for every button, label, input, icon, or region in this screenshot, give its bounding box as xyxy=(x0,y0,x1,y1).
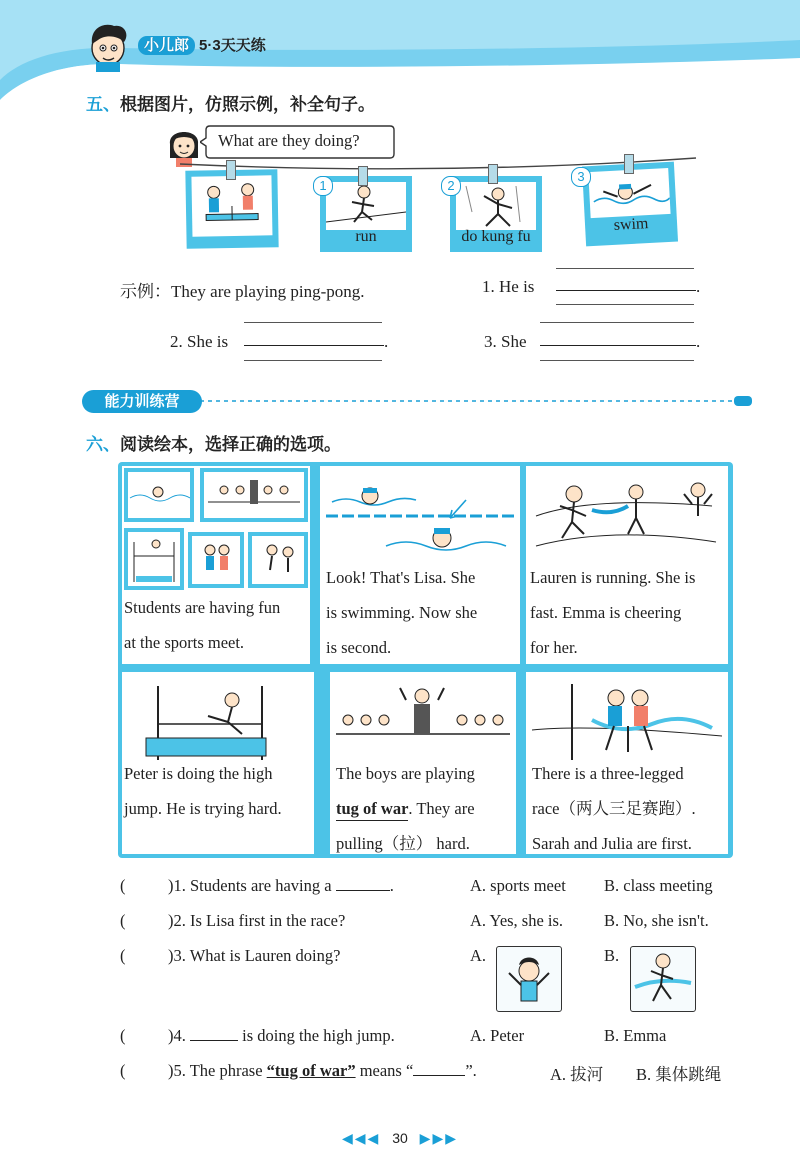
running-lauren-icon xyxy=(532,476,722,566)
section6-number: 六、 xyxy=(86,435,120,454)
photo-number-2: 2 xyxy=(441,176,461,196)
panel-3-line-2: fast. Emma is cheering xyxy=(530,603,682,622)
panel-2-text xyxy=(326,560,477,665)
section5-instructions: 根据图片，仿照示例，补全句子。 xyxy=(120,95,375,114)
question-4-text xyxy=(168,1026,395,1046)
swimming-lisa-icon xyxy=(326,476,514,566)
question-3-option-a-image[interactable] xyxy=(496,946,562,1012)
question-1-paren[interactable] xyxy=(120,876,126,896)
q1-period: . xyxy=(696,277,701,296)
panel-5-line-1: The boys are playing xyxy=(336,764,475,783)
question-1-option-b[interactable]: B. class meeting xyxy=(604,876,713,895)
story-panel-1 xyxy=(122,466,310,664)
question-3-option-b-image[interactable] xyxy=(630,946,696,1012)
panel-1-line-2: at the sports meet. xyxy=(124,633,245,652)
high-jump-peter-icon xyxy=(132,680,308,764)
q3-period: . xyxy=(696,332,701,351)
mini-threelegged-icon xyxy=(192,536,240,584)
photo-caption-1: run xyxy=(355,228,377,245)
q3-label: 3. She xyxy=(484,332,527,351)
question-5-stem: 5. The phrase xyxy=(173,1061,263,1080)
running-girl-icon xyxy=(631,947,695,1011)
question-5-paren[interactable] xyxy=(120,1061,126,1081)
mini-run-icon xyxy=(252,536,304,584)
brand-logo: 小儿郎 xyxy=(138,36,195,55)
prev-arrows-icon: ◀◀◀ xyxy=(342,1130,381,1146)
panel-5-line-3: pulling（拉） hard. xyxy=(336,834,470,853)
question-2-paren[interactable] xyxy=(120,911,126,931)
page-number: 30 xyxy=(392,1130,408,1146)
section5-title xyxy=(86,90,375,115)
question-1-text xyxy=(168,876,394,896)
photo-number-3: 3 xyxy=(571,167,591,187)
q1-answer-line[interactable] xyxy=(556,290,696,291)
question-5-end: ”. xyxy=(465,1061,477,1080)
running-boy-icon xyxy=(326,182,406,230)
photo-number-1: 1 xyxy=(313,176,333,196)
panel-6-line-2: race（两人三足赛跑）. xyxy=(532,799,696,818)
mini-swim-icon xyxy=(128,472,190,518)
clothespin xyxy=(226,160,236,180)
ping-pong-icon xyxy=(191,175,272,236)
question-1-stem: 1. Students are having a xyxy=(173,876,332,895)
q3-answer-line[interactable] xyxy=(540,345,696,346)
example-sentence: 示例：They are playing ping-pong. xyxy=(120,282,365,301)
panel-5-text xyxy=(336,756,475,861)
panel-6-line-1: There is a three-legged xyxy=(532,764,684,783)
panel-2-line-1: Look! That's Lisa. She xyxy=(326,568,476,587)
photo-caption-3: swim xyxy=(613,215,649,234)
question-2-option-b[interactable]: B. No, she isn't. xyxy=(604,911,709,930)
section5-number: 五、 xyxy=(86,95,120,114)
cheering-girl-icon xyxy=(497,947,561,1011)
open-paren: ( xyxy=(120,1061,126,1080)
panel-2-line-2: is swimming. Now she xyxy=(326,603,478,622)
open-paren: ( xyxy=(120,876,126,895)
panel-6-text xyxy=(532,756,696,861)
question-3-text xyxy=(168,946,340,966)
panel-5-line-2 xyxy=(336,791,475,826)
photo-example xyxy=(185,169,278,249)
band-label: 能力训练营 xyxy=(82,390,202,413)
panel-2-line-3: is second. xyxy=(326,638,392,657)
question-2-option-a[interactable]: A. Yes, she is. xyxy=(470,911,564,930)
close-paren: ) xyxy=(168,876,174,895)
question-5-means: means “ xyxy=(359,1061,414,1080)
bubble-text: What are they doing? xyxy=(218,131,360,150)
brand-title xyxy=(138,34,266,55)
close-paren: ) xyxy=(168,1061,174,1080)
story-panel-3 xyxy=(526,466,728,664)
question-2-stem: 2. Is Lisa first in the race? xyxy=(173,911,346,930)
question-4-stem-rest: is doing the high jump. xyxy=(242,1026,395,1045)
question-2-text xyxy=(168,911,345,931)
panel-3-line-3: for her. xyxy=(530,638,578,657)
question-5-phrase: “tug of war” xyxy=(266,1061,356,1080)
question-3-stem: 3. What is Lauren doing? xyxy=(173,946,341,965)
question-5-option-a[interactable]: A. 拔河 xyxy=(550,1065,604,1084)
clothespin xyxy=(488,164,498,184)
panel-5-line-2-rest: . They are xyxy=(408,799,475,818)
answer-guide-line xyxy=(556,304,694,305)
open-paren: ( xyxy=(120,946,126,965)
photo-1 xyxy=(320,176,412,252)
tug-of-war-term: tug of war xyxy=(336,798,408,821)
open-paren: ( xyxy=(120,1026,126,1045)
panel-4-line-1: Peter is doing the high xyxy=(124,764,273,783)
story-panel-6 xyxy=(526,672,728,854)
swimming-girl-icon xyxy=(588,168,670,218)
panel-4-line-2: jump. He is trying hard. xyxy=(124,799,282,818)
photo-caption-2: do kung fu xyxy=(461,228,531,245)
question-4-option-a[interactable]: A. Peter xyxy=(470,1026,525,1045)
close-paren: ) xyxy=(168,946,174,965)
question-4-stem: 4. xyxy=(173,1026,186,1045)
answer-guide-line xyxy=(556,268,694,269)
kung-fu-girl-icon xyxy=(456,182,536,230)
question-3-option-b-label[interactable]: B. xyxy=(604,946,620,965)
mini-highjump-icon xyxy=(128,532,180,586)
answer-guide-line xyxy=(540,360,694,361)
q2-label: 2. She is xyxy=(170,332,229,351)
question-5-option-b[interactable]: B. 集体跳绳 xyxy=(636,1065,722,1084)
mini-tug-icon xyxy=(204,472,304,518)
question-1-option-a[interactable]: A. sports meet xyxy=(470,876,566,895)
question-4-option-b[interactable]: B. Emma xyxy=(604,1026,667,1045)
answer-guide-line xyxy=(244,322,382,323)
panel-1-line-1: Students are having fun xyxy=(124,598,281,617)
answer-guide-line xyxy=(540,322,694,323)
question-1-blank[interactable] xyxy=(336,890,390,891)
answer-guide-line xyxy=(244,360,382,361)
q1-label: 1. He is xyxy=(482,277,535,296)
question-4-blank[interactable] xyxy=(190,1040,238,1041)
question-4-paren[interactable] xyxy=(120,1026,126,1046)
clothespin xyxy=(358,166,368,186)
q2-answer-line[interactable] xyxy=(244,345,384,346)
panel-6-line-3: Sarah and Julia are first. xyxy=(532,834,692,853)
section6-instructions: 阅读绘本，选择正确的选项。 xyxy=(120,435,341,454)
question-3-paren[interactable] xyxy=(120,946,126,966)
question-1-end: . xyxy=(389,876,394,895)
question-3-option-a-label[interactable]: A. xyxy=(470,946,487,965)
clothespin xyxy=(624,154,634,174)
panel-3-line-1: Lauren is running. She is xyxy=(530,568,696,587)
story-panel-2 xyxy=(320,466,520,664)
story-panel-4 xyxy=(122,672,314,854)
tug-of-war-icon xyxy=(334,680,512,764)
panel-4-text xyxy=(124,756,282,826)
photo-2 xyxy=(450,176,542,252)
close-paren: ) xyxy=(168,1026,174,1045)
page-footer xyxy=(0,1130,800,1147)
mascot-boy-icon xyxy=(84,18,134,72)
brand-series: 5·3天天练 xyxy=(199,37,266,54)
close-paren: ) xyxy=(168,911,174,930)
open-paren: ( xyxy=(120,911,126,930)
three-legged-race-icon xyxy=(532,680,722,764)
next-arrows-icon: ▶▶▶ xyxy=(419,1130,458,1146)
story-panel-5 xyxy=(330,672,516,854)
panel-3-text xyxy=(530,560,695,665)
question-5-blank[interactable] xyxy=(413,1075,465,1076)
photo-3 xyxy=(582,162,678,247)
section6-title xyxy=(86,430,341,455)
q2-period: . xyxy=(384,332,389,351)
question-5-text xyxy=(168,1061,477,1081)
q1-prompt xyxy=(482,277,534,297)
panel-1-text xyxy=(124,590,280,660)
